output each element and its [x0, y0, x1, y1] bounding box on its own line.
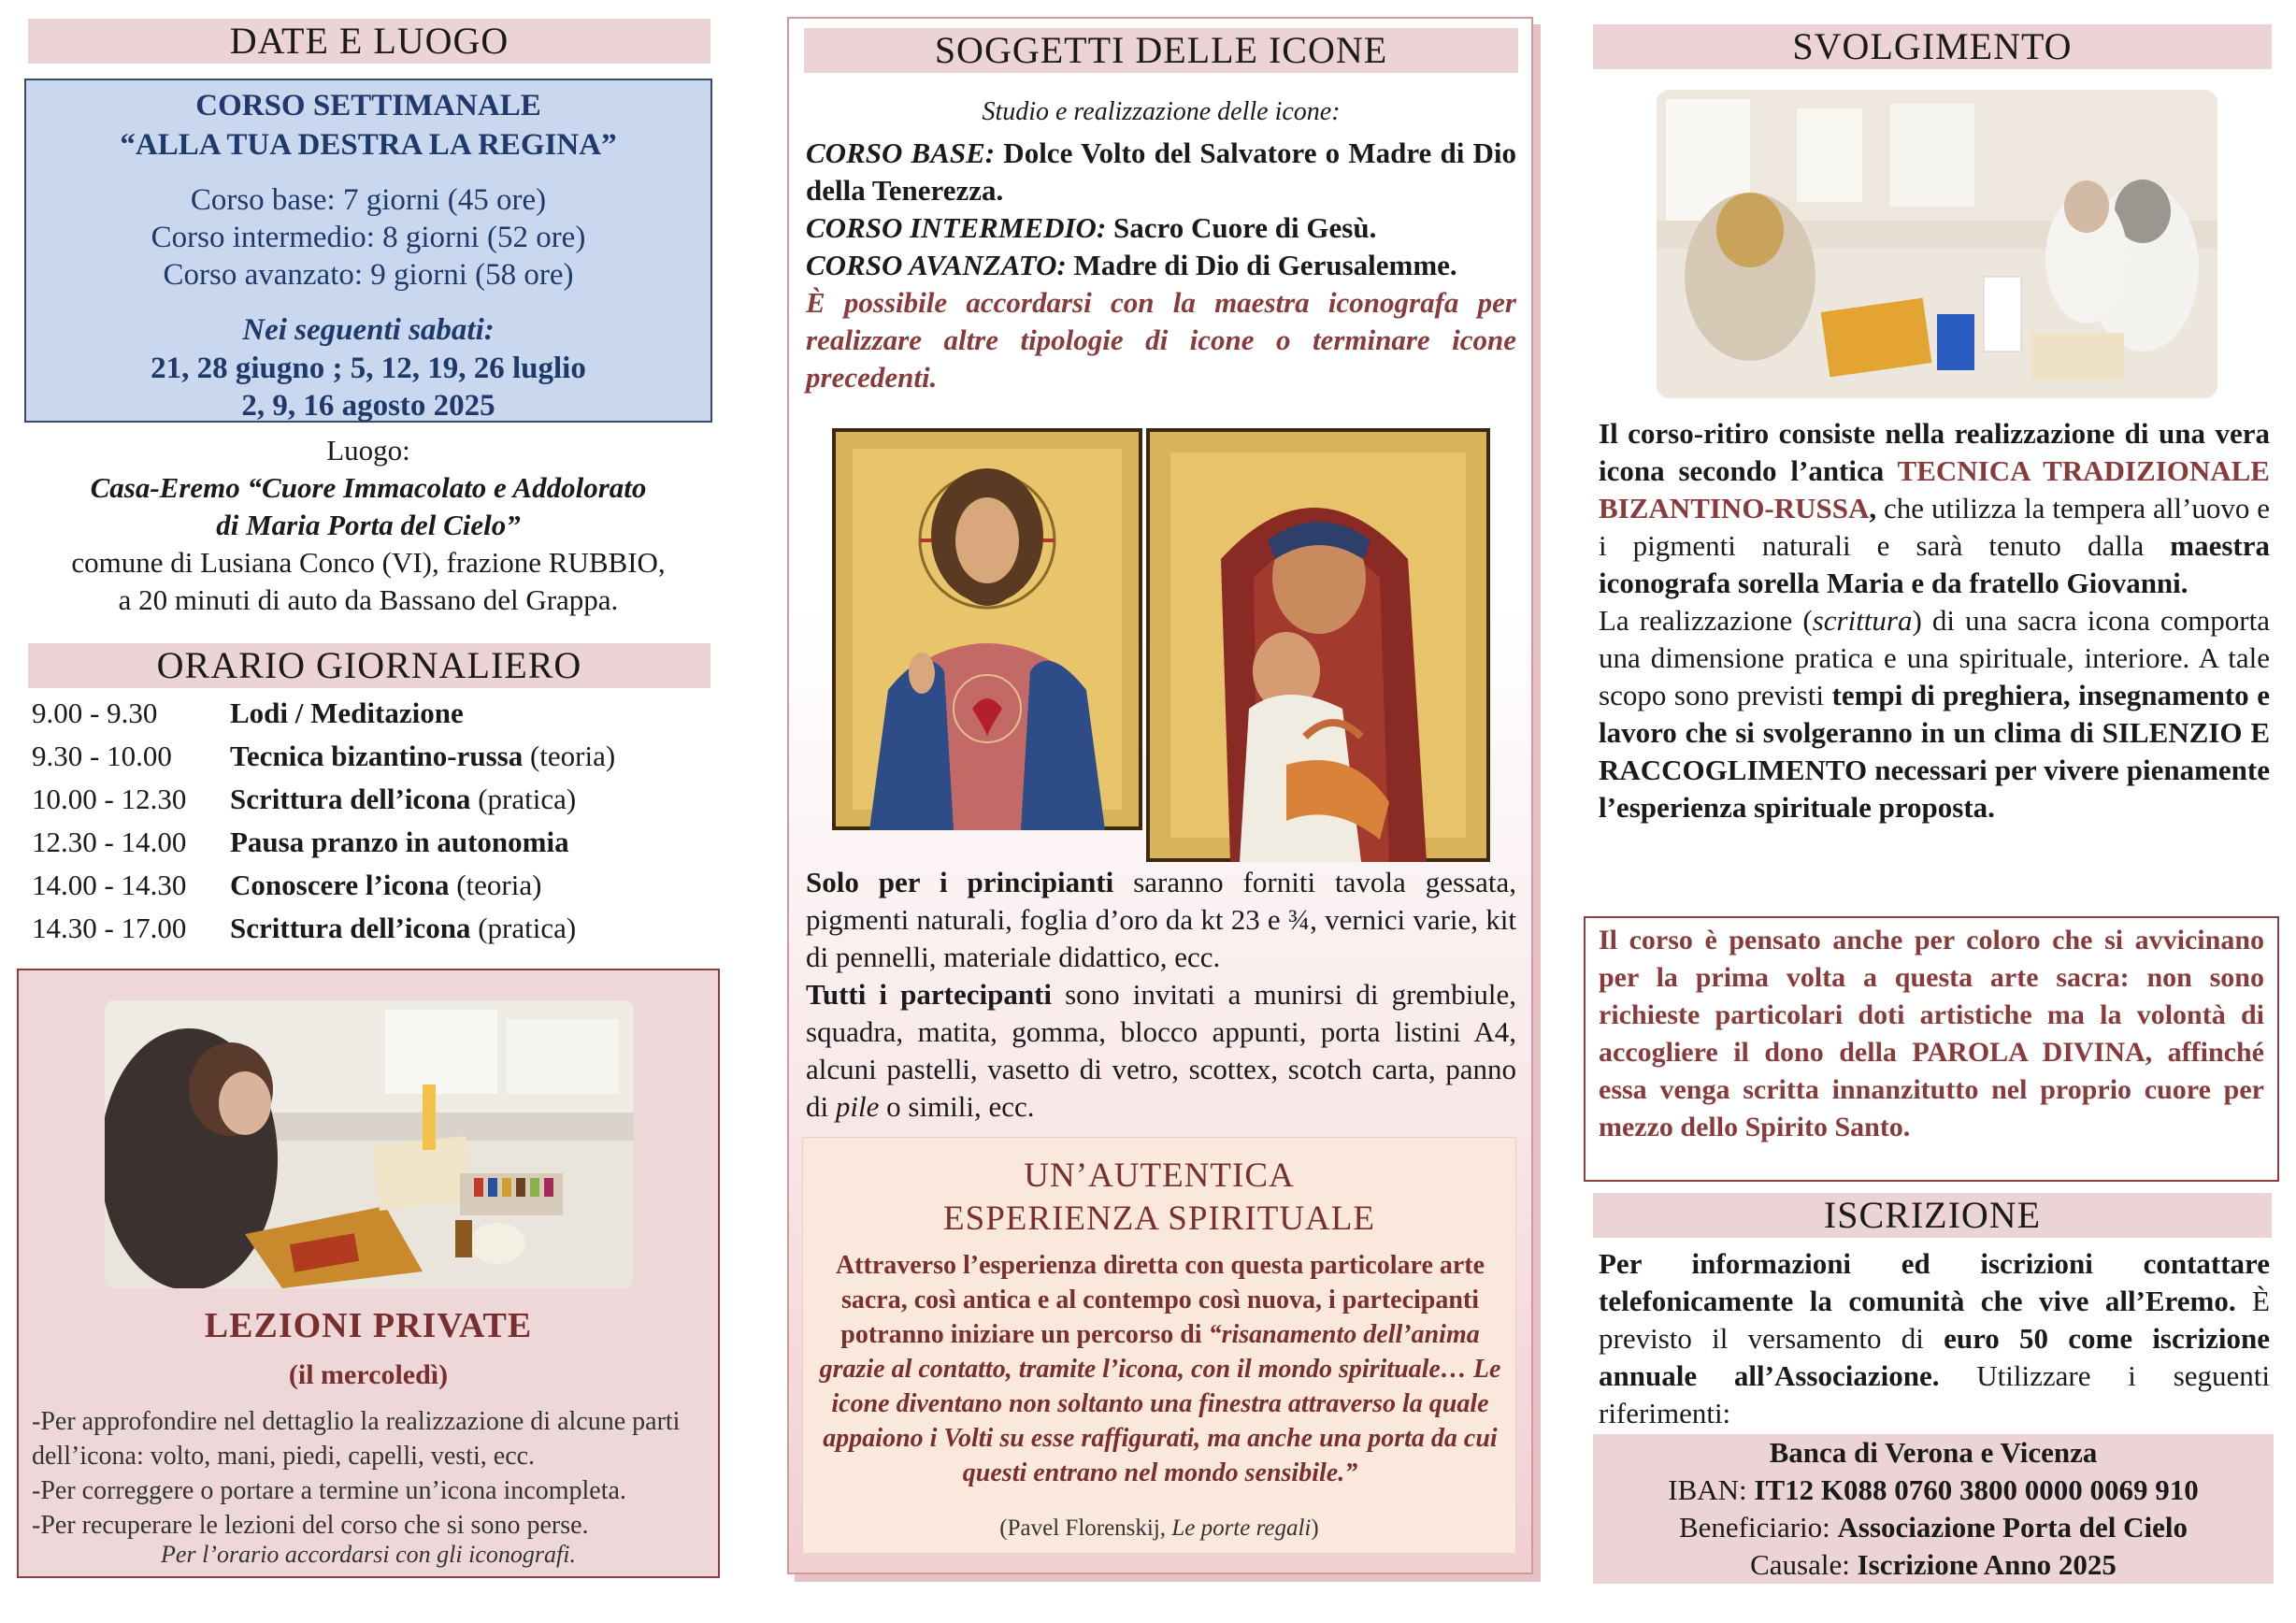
- schedule-row: 9.00 - 9.30 Lodi / Meditazione: [32, 697, 464, 729]
- place-detail-2: a 20 minuti di auto da Bassano del Grappa.: [118, 583, 619, 616]
- registration-text: Per informazioni ed iscrizioni contattare telefonicamente la comunità che vive all’Eremo. È previsto il versamento di euro 50 come iscrizione annuale all’Associazione. Utilizzare i seguenti riferimenti:: [1599, 1247, 2271, 1429]
- place-info: [24, 432, 712, 619]
- schedule-header: ORARIO GIORNALIERO: [28, 643, 710, 688]
- spiritual-experience-text: Attraverso l’esperienza diretta con questa particolare arte sacra, così antica e al contempo così nuova, i partecipanti potranno iniziare un percorso di “risanamento dell’anima grazie al contatto, tramite l’icona, con il mondo spirituale… Le icone diventano non soltanto una finestra attraverso la quale appaiono i Volti su esse raffigurati, ma anche una porta da cui questi entrano nel mondo sensibile.”: [819, 1251, 1501, 1487]
- course-title: CORSO SETTIMANALE “ALLA TUA DESTRA LA REGINA”: [120, 89, 617, 162]
- course-base-duration: Corso base: 7 giorni (45 ore): [190, 183, 547, 217]
- quote-citation: (Pavel Florenskij, Le porte regali): [999, 1515, 1319, 1541]
- course-info-box: [24, 79, 712, 423]
- schedule-row: 10.00 - 12.30 Scrittura dell’icona (pratica): [32, 783, 577, 815]
- course-dates-2: 2, 9, 16 agosto 2025: [241, 389, 495, 423]
- spiritual-experience-box: [802, 1137, 1516, 1554]
- private-lessons-subtitle: (il mercoledì): [288, 1359, 449, 1390]
- list-item: -Per recuperare le lezioni del corso che si sono perse.: [32, 1511, 589, 1540]
- private-lessons-title: LEZIONI PRIVATE: [204, 1306, 533, 1345]
- private-lessons-box: [17, 969, 720, 1578]
- daily-schedule: [32, 692, 724, 950]
- bank-name: Banca di Verona e Vicenza: [1769, 1436, 2098, 1469]
- place-name-1: Casa-Eremo “Cuore Immacolato e Addolorato: [90, 471, 647, 504]
- icon-subjects-intro: Studio e realizzazione delle icone:: [982, 97, 1341, 126]
- spiritual-experience-title: UN’AUTENTICA ESPERIENZA SPIRITUALE: [943, 1156, 1375, 1238]
- custom-icons-note: È possibile accordarsi con la maestra iconografa per realizzare altre tipologie di icone o terminare icone precedenti.: [806, 286, 1516, 394]
- svolgimento-text: [1599, 415, 2270, 826]
- schedule-row: 14.00 - 14.30 Conoscere l’icona (teoria): [32, 869, 542, 901]
- bank-details-box: [1593, 1434, 2274, 1584]
- sacred-heart-icon-image: [832, 428, 1142, 830]
- registration-header: ISCRIZIONE: [1593, 1193, 2272, 1238]
- schedule-row: 12.30 - 14.00 Pausa pranzo in autonomia: [32, 826, 569, 858]
- course-description: Il corso-ritiro consiste nella realizzazione di una vera icona secondo l’antica TECNICA TRADIZIONALE BIZANTINO-RUSSA, che utilizza la tempera all’uovo e i pigmenti naturali e sarà tenuto dalla maestra iconografa sorella Maria e da fratello Giovanni.: [1599, 417, 2270, 599]
- schedule-row: 9.30 - 10.00 Tecnica bizantino-russa (teoria): [32, 740, 616, 772]
- course-intermediate-duration: Corso intermedio: 8 giorni (52 ore): [151, 221, 586, 254]
- madonna-tenderness-icon-image: [1146, 428, 1490, 862]
- course-intermediate-subject: CORSO INTERMEDIO: Sacro Cuore di Gesù.: [806, 211, 1377, 244]
- date-place-header: DATE E LUOGO: [28, 19, 710, 64]
- private-lesson-photo: [105, 1000, 634, 1288]
- private-lessons-note: Per l’orario accordarsi con gli iconografi.: [161, 1541, 576, 1568]
- spiritual-dimension-text: La realizzazione (scrittura) di una sacra icona comporta una dimensione pratica e una spirituale, interiore. A tale scopo sono previsti tempi di preghiera, insegnamento e lavoro che si svolgeranno in un clima di SILENZIO E RACCOGLIMENTO necessari per vivere pienamente l’esperienza spirituale proposta.: [1599, 604, 2271, 824]
- svolgimento-header: SVOLGIMENTO: [1593, 24, 2272, 69]
- workshop-class-photo: [1657, 90, 2217, 398]
- participants-materials: Tutti i partecipanti sono invitati a munirsi di grembiule, squadra, matita, gomma, blocco appunti, porta listini A4, alcuni pastelli, vasetto di vetro, scottex, scotch carta, panno di pile o simili, ecc.: [806, 978, 1516, 1123]
- course-advanced-subject: CORSO AVANZATO: Madre di Dio di Gerusalemme.: [806, 249, 1457, 281]
- saturdays-label: Nei seguenti sabati:: [242, 313, 495, 347]
- course-base-subject: CORSO BASE: Dolce Volto del Salvatore o Madre di Dio della Tenerezza.: [806, 136, 1516, 207]
- beginners-welcome-text: Il corso è pensato anche per coloro che si avvicinano per la prima volta a questa arte sacra: non sono richieste particolari doti artistiche ma la volontà di accogliere il dono della PAROLA DIVINA, affinché essa venga scritta innanzitutto nel proprio cuore per mezzo dello Spirito Santo.: [1599, 925, 2264, 1142]
- list-item: -Per correggere o portare a termine un’icona incompleta.: [32, 1476, 626, 1505]
- place-detail-1: comune di Lusiana Conco (VI), frazione RUBBIO,: [71, 546, 666, 579]
- iban: IBAN: IT12 K088 0760 3800 0000 0069 910: [1668, 1473, 2199, 1506]
- course-dates-1: 21, 28 giugno ; 5, 12, 19, 26 luglio: [151, 352, 586, 385]
- materials-text: [806, 864, 1516, 1126]
- place-label: Luogo:: [326, 434, 410, 467]
- list-item: -Per approfondire nel dettaglio la realizzazione di alcune parti dell’icona: volto, mani, piedi, capelli, vesti, ecc.: [32, 1407, 681, 1471]
- beginners-materials: Solo per i principianti saranno forniti tavola gessata, pigmenti naturali, foglia d’oro da kt 23 e ¾, vernici varie, kit di pennelli, materiale didattico, ecc.: [806, 866, 1516, 973]
- place-name-2: di Maria Porta del Cielo”: [216, 509, 521, 541]
- course-advanced-duration: Corso avanzato: 9 giorni (58 ore): [163, 258, 574, 292]
- icon-subjects-header: SOGGETTI DELLE ICONE: [804, 28, 1518, 73]
- private-lessons-list: [32, 1404, 714, 1543]
- beginners-welcome-box: [1584, 916, 2279, 1182]
- icon-subjects-text: [806, 93, 1516, 396]
- schedule-row: 14.30 - 17.00 Scrittura dell’icona (pratica): [32, 912, 577, 944]
- beneficiary: Beneficiario: Associazione Porta del Cielo: [1678, 1511, 2188, 1544]
- payment-reason: Causale: Iscrizione Anno 2025: [1750, 1548, 2117, 1581]
